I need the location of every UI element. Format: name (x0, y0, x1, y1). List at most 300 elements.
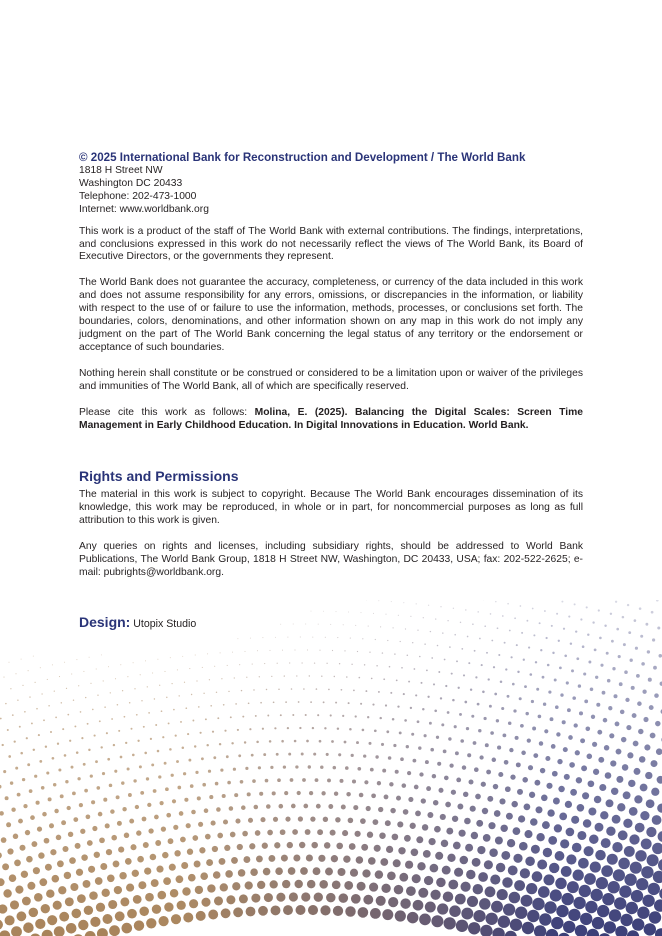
halftone-dot (413, 900, 424, 911)
halftone-dot (157, 750, 160, 753)
halftone-dot (257, 881, 265, 889)
halftone-dot (384, 794, 389, 799)
halftone-dot (559, 813, 567, 821)
halftone-dot (584, 846, 594, 856)
halftone-dot (134, 920, 144, 930)
halftone-dot (357, 767, 361, 771)
halftone-dot (380, 858, 388, 866)
halftone-dot (163, 877, 171, 885)
halftone-dot (301, 753, 304, 756)
halftone-dot (242, 831, 248, 837)
halftone-dot (494, 693, 497, 696)
halftone-dot (552, 652, 554, 654)
halftone-dot (71, 909, 81, 919)
halftone-dot (220, 769, 223, 772)
halftone-dot (421, 798, 426, 803)
halftone-dot (649, 911, 661, 923)
halftone-dot (362, 869, 370, 877)
halftone-dot (72, 792, 76, 796)
halftone-dot (298, 816, 303, 821)
halftone-dot (221, 908, 231, 918)
halftone-dot (359, 793, 364, 798)
halftone-dot (508, 865, 518, 875)
halftone-dot (576, 657, 579, 660)
halftone-dot (216, 807, 221, 812)
halftone-dot (624, 846, 635, 857)
halftone-dot (566, 681, 569, 684)
halftone-dot (171, 683, 172, 684)
halftone-dot (248, 818, 253, 823)
halftone-dot (389, 666, 391, 668)
halftone-dot (257, 650, 258, 651)
halftone-dot (287, 637, 288, 638)
halftone-dot (355, 715, 357, 717)
halftone-dot (256, 741, 259, 744)
halftone-dot (83, 763, 86, 766)
halftone-dot (501, 851, 510, 860)
halftone-dot (459, 713, 462, 716)
halftone-dot (246, 907, 256, 917)
halftone-dot (613, 869, 625, 881)
halftone-dot (624, 874, 636, 886)
halftone-dot (598, 609, 600, 611)
halftone-dot (517, 789, 523, 795)
halftone-dot (342, 715, 344, 717)
halftone-dot (111, 718, 113, 720)
halftone-dot (247, 792, 251, 796)
halftone-dot (572, 843, 582, 853)
halftone-dot (509, 892, 521, 904)
halftone-dot (422, 708, 424, 710)
halftone-dot (135, 805, 139, 809)
halftone-dot (424, 734, 427, 737)
halftone-dot (520, 868, 530, 878)
halftone-dot (587, 929, 599, 936)
halftone-dot (114, 886, 122, 894)
halftone-dot (445, 802, 451, 808)
halftone-dot (408, 681, 410, 683)
halftone-dot (407, 771, 411, 775)
halftone-dot (208, 770, 211, 773)
halftone-dot (283, 905, 293, 915)
halftone-dot (423, 617, 424, 618)
halftone-dot (545, 756, 550, 761)
halftone-dot (113, 744, 115, 746)
halftone-dot (580, 618, 582, 620)
halftone-dot (11, 926, 22, 936)
halftone-dot (254, 805, 259, 810)
halftone-dot (502, 733, 506, 737)
halftone-dot (377, 781, 381, 785)
halftone-dot (131, 728, 133, 730)
halftone-dot (258, 766, 261, 769)
halftone-dot (532, 608, 534, 610)
halftone-dot (277, 663, 278, 664)
halftone-dot (410, 823, 416, 829)
halftone-dot (313, 753, 316, 756)
halftone-dot (73, 699, 74, 700)
halftone-dot (96, 903, 105, 912)
halftone-dot (18, 819, 23, 824)
halftone-dot (626, 902, 638, 914)
halftone-dot (542, 676, 545, 679)
halftone-dot (440, 606, 441, 607)
halftone-dot (338, 753, 341, 756)
halftone-dot (34, 893, 43, 902)
halftone-dot (291, 688, 293, 690)
halftone-dot (99, 837, 105, 843)
halftone-dot (303, 688, 305, 690)
halftone-dot (380, 626, 381, 627)
halftone-dot (489, 705, 492, 708)
halftone-dot (3, 770, 6, 773)
halftone-dot (562, 720, 566, 724)
halftone-dot (611, 640, 614, 643)
halftone-dot (324, 727, 326, 729)
halftone-dot (618, 655, 621, 658)
disclaimer-data-accuracy: The World Bank does not guarantee the accuracy, completeness, or currency of the data included in this work and does not assume responsibility for any errors, omissions, or discrepancies in the information, or liability with respect to the use of or failure to use the information, methods, processes, or conclusions set forth. The boundaries, colors, denominations, and other information shown on any map in this work do not imply any judgment on the part of The World Bank concerning the legal status of any territory or the endorsement or acceptance of such boundaries. (79, 277, 583, 353)
halftone-dot (127, 767, 130, 770)
halftone-dot (653, 666, 657, 670)
halftone-dot (477, 703, 480, 706)
halftone-dot (638, 729, 643, 734)
halftone-dot (388, 756, 392, 760)
halftone-dot (205, 718, 207, 720)
halftone-dot (120, 756, 123, 759)
halftone-dot (3, 677, 4, 678)
citation-reference: Molina, E. (2025). Balancing the Digital Scales: Screen Time Management in Early Childhood Education. In Digital Innovations in Education. World Bank. (79, 406, 583, 431)
halftone-dot (139, 907, 149, 917)
halftone-dot (278, 688, 280, 690)
halftone-dot (544, 610, 546, 612)
halftone-dot (318, 624, 319, 625)
halftone-dot (179, 811, 184, 816)
halftone-dot (208, 910, 218, 920)
copyright-title: © 2025 International Bank for Reconstruction and Development / The World Bank (79, 151, 526, 164)
halftone-dot (560, 839, 569, 848)
halftone-dot (191, 694, 192, 695)
halftone-dot (411, 849, 419, 857)
halftone-dot (604, 625, 606, 627)
halftone-dot (0, 811, 4, 816)
halftone-dot (418, 746, 421, 749)
halftone-dot (437, 645, 439, 647)
halftone-dot (232, 652, 233, 653)
halftone-dot (363, 754, 366, 757)
halftone-dot (356, 741, 359, 744)
halftone-dot (92, 709, 94, 711)
halftone-dot (486, 913, 498, 925)
halftone-dot (83, 880, 91, 888)
halftone-dot (108, 900, 117, 909)
halftone-dot (334, 792, 338, 796)
halftone-dot (452, 816, 458, 822)
halftone-dot (482, 691, 485, 694)
halftone-dot (21, 871, 28, 878)
halftone-dot (502, 877, 512, 887)
halftone-dot (550, 889, 562, 901)
halftone-dot (654, 693, 659, 698)
halftone-dot (22, 778, 25, 781)
halftone-dot (581, 765, 587, 771)
halftone-dot (367, 716, 369, 718)
halftone-dot (642, 895, 654, 907)
halftone-dot (184, 798, 188, 802)
halftone-dot (356, 856, 364, 864)
halftone-dot (612, 667, 615, 670)
halftone-dot (31, 722, 33, 724)
halftone-dot (513, 709, 516, 712)
halftone-dot (601, 865, 613, 877)
halftone-dot (573, 897, 585, 909)
halftone-dot (597, 730, 602, 735)
halftone-dot (369, 652, 370, 653)
halftone-dot (369, 883, 378, 892)
halftone-dot (219, 858, 226, 865)
halftone-dot (315, 778, 319, 782)
halftone-dot (416, 603, 417, 604)
halftone-dot (133, 779, 136, 782)
halftone-dot (597, 905, 609, 917)
halftone-dot (64, 872, 71, 879)
halftone-dot (542, 821, 550, 829)
halftone-dot (180, 721, 182, 723)
halftone-dot (81, 737, 83, 739)
halftone-dot (623, 643, 626, 646)
rights-queries-paragraph: Any queries on rights and licenses, including subsidiary rights, should be addressed to World Bank Publications, The World Bank Group, 1818 H Street NW, Washington, DC 20433, USA; fax: 202-522-2625; e-mail: pubrights@worldbank.org. (79, 541, 583, 578)
halftone-dot (570, 642, 572, 644)
halftone-dot (426, 669, 428, 671)
halftone-dot (237, 729, 239, 731)
publisher-address (79, 165, 583, 217)
halftone-dot (54, 690, 55, 691)
halftone-dot (90, 774, 93, 777)
halftone-dot (569, 762, 575, 768)
halftone-dot (438, 788, 443, 793)
halftone-dot (258, 906, 268, 916)
halftone-dot (0, 785, 1, 789)
address-street: 1818 H Street NW (79, 165, 163, 176)
halftone-dot (635, 647, 638, 650)
halftone-dot (267, 715, 269, 717)
halftone-dot (563, 747, 568, 752)
halftone-dot (97, 928, 108, 936)
halftone-dot (595, 823, 604, 832)
halftone-dot (532, 871, 543, 882)
halftone-dot (243, 856, 250, 863)
halftone-dot (615, 601, 617, 603)
halftone-dot (619, 682, 623, 686)
halftone-dot (544, 901, 556, 913)
halftone-dot (483, 834, 491, 842)
halftone-dot (56, 835, 62, 841)
halftone-dot (644, 744, 650, 750)
halftone-dot (248, 702, 250, 704)
halftone-dot (141, 700, 142, 701)
halftone-dot (403, 602, 404, 603)
halftone-dot (209, 679, 210, 680)
halftone-dot (651, 611, 654, 614)
halftone-dot (171, 774, 174, 777)
halftone-dot (587, 754, 593, 760)
halftone-dot (558, 640, 560, 642)
halftone-dot (29, 789, 33, 793)
halftone-dot (321, 791, 325, 795)
halftone-dot (331, 740, 334, 743)
halftone-dot (386, 846, 393, 853)
halftone-dot (351, 664, 352, 665)
halftone-dot (557, 759, 562, 764)
halftone-dot (500, 680, 503, 683)
halftone-dot (526, 620, 528, 622)
halftone-dot (473, 741, 477, 745)
address-city: Washington DC 20433 (79, 177, 183, 189)
halftone-dot (150, 854, 157, 861)
halftone-dot (47, 915, 57, 925)
halftone-dot (0, 878, 5, 886)
halftone-dot (646, 799, 655, 808)
halftone-dot (2, 863, 9, 870)
halftone-dot (659, 654, 662, 658)
halftone-dot (520, 724, 524, 728)
halftone-dot (579, 885, 591, 897)
halftone-dot (25, 830, 30, 835)
halftone-dot (444, 776, 449, 781)
halftone-dot (599, 637, 602, 640)
halftone-dot (527, 738, 531, 742)
halftone-dot (454, 868, 463, 877)
halftone-dot (240, 780, 244, 784)
halftone-dot (606, 799, 614, 807)
halftone-dot (217, 717, 219, 719)
halftone-dot (608, 881, 620, 893)
halftone-dot (269, 650, 270, 651)
halftone-dot (259, 792, 263, 796)
halftone-dot (200, 872, 208, 880)
halftone-dot (249, 843, 255, 849)
halftone-dot (555, 878, 566, 889)
halftone-dot (593, 769, 599, 775)
halftone-dot (6, 822, 11, 827)
halftone-dot (573, 870, 584, 881)
halftone-dot (220, 883, 228, 891)
halftone-dot (212, 846, 218, 852)
halftone-dot (414, 785, 419, 790)
halftone-dot (152, 672, 153, 673)
halftone-dot (477, 846, 485, 854)
halftone-dot (85, 931, 96, 936)
halftone-dot (543, 703, 546, 706)
halftone-dot (374, 729, 377, 732)
halftone-dot (170, 657, 171, 658)
halftone-dot (140, 674, 141, 675)
halftone-dot (309, 791, 313, 795)
halftone-dot (538, 886, 550, 898)
halftone-dot (412, 874, 421, 883)
halftone-dot (181, 862, 188, 869)
halftone-dot (467, 753, 471, 757)
halftone-dot (103, 680, 104, 681)
halftone-dot (284, 791, 288, 795)
halftone-dot (424, 876, 433, 885)
halftone-dot (109, 784, 113, 788)
halftone-dot (376, 665, 378, 667)
halftone-dot (29, 696, 30, 697)
halftone-dot (216, 692, 217, 693)
halftone-dot (96, 668, 97, 669)
halftone-dot (278, 804, 283, 809)
halftone-dot (370, 768, 374, 772)
halftone-dot (583, 819, 592, 828)
halftone-dot (441, 840, 448, 847)
halftone-dot (174, 850, 180, 856)
halftone-dot (344, 650, 345, 651)
halftone-dot (495, 601, 497, 603)
halftone-dot (578, 858, 589, 869)
rights-heading: Rights and Permissions (79, 468, 239, 485)
halftone-dot (311, 611, 312, 612)
halftone-dot (109, 925, 120, 936)
halftone-dot (36, 801, 40, 805)
halftone-dot (612, 815, 621, 824)
halftone-dot (132, 754, 135, 757)
halftone-dot (432, 774, 436, 778)
halftone-dot (281, 740, 284, 743)
halftone-dot (539, 913, 551, 925)
halftone-dot (507, 839, 515, 847)
halftone-dot (282, 880, 290, 888)
halftone-dot (368, 857, 376, 865)
halftone-dot (199, 847, 205, 853)
halftone-dot (33, 656, 34, 657)
halftone-dot (299, 727, 301, 729)
decorative-dot-pattern (0, 600, 662, 936)
halftone-dot (518, 815, 525, 822)
halftone-dot (463, 792, 468, 797)
halftone-dot (178, 695, 179, 696)
halftone-dot (390, 808, 395, 813)
halftone-dot (256, 855, 263, 862)
halftone-dot (151, 879, 159, 887)
halftone-dot (515, 907, 527, 919)
halftone-dot (457, 804, 463, 810)
halftone-dot (213, 756, 216, 759)
halftone-dot (479, 638, 481, 640)
halftone-dot (65, 780, 68, 783)
halftone-dot (65, 897, 74, 906)
halftone-dot (253, 689, 254, 690)
halftone-dot (561, 601, 563, 603)
halftone-dot (217, 833, 223, 839)
halftone-dot (292, 714, 294, 716)
halftone-dot (641, 662, 645, 666)
halftone-dot (498, 772, 503, 777)
halftone-dot (563, 921, 575, 933)
halftone-dot (656, 600, 659, 601)
halftone-dot (262, 637, 263, 638)
halftone-dot (449, 763, 453, 767)
halftone-dot (14, 860, 21, 867)
halftone-dot (524, 685, 527, 688)
halftone-dot (451, 673, 453, 675)
halftone-dot (346, 792, 351, 797)
halftone-dot (34, 775, 37, 778)
halftone-dot (596, 703, 600, 707)
halftone-dot (577, 804, 585, 812)
halftone-dot (568, 616, 570, 618)
halftone-dot (474, 650, 476, 652)
halftone-dot (505, 668, 507, 670)
